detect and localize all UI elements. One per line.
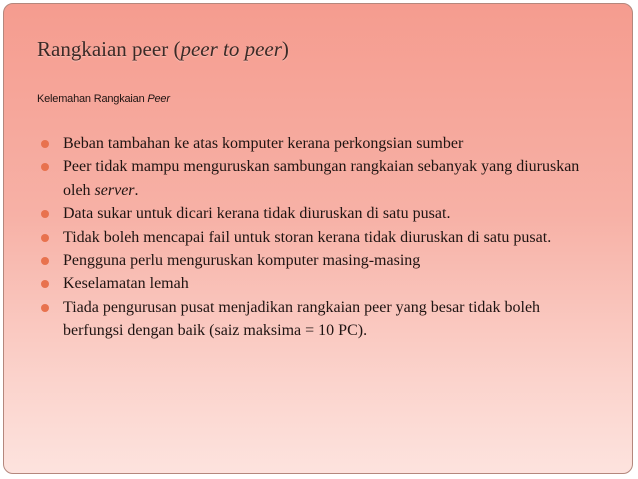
slide-subtitle — [37, 93, 170, 105]
subtitle-italic-text: Peer — [147, 93, 170, 105]
bullet-item — [40, 272, 600, 295]
bullet-icon — [41, 280, 49, 288]
bullet-icon — [41, 234, 49, 242]
bullet-icon — [41, 257, 49, 265]
bullet-icon — [41, 304, 49, 312]
title-end-text: ) — [281, 37, 289, 61]
bullet-item — [40, 155, 600, 202]
bullet-italic-text: server — [94, 181, 135, 199]
bullet-item — [40, 226, 600, 249]
bullet-icon — [41, 140, 49, 148]
bullet-tail-text: . — [134, 181, 139, 199]
bullet-text: Beban tambahan ke atas komputer kerana perkongsian sumber — [63, 135, 464, 152]
bullet-item — [40, 296, 600, 343]
bullet-icon — [41, 210, 49, 218]
bullet-text: Tidak boleh mencapai fail untuk storan kerana tidak diuruskan di satu pusat. — [63, 228, 552, 246]
subtitle-text: Kelemahan Rangkaian — [37, 93, 148, 105]
bullet-text: Peer tidak mampu menguruskan sambungan rangkaian sebanyak yang diuruskan oleh — [63, 158, 580, 199]
slide — [3, 3, 633, 474]
bullet-text: Tiada pengurusan pusat menjadikan rangkaian peer yang besar tidak boleh berfungsi dengan baik (saiz maksima = 10 PC). — [63, 298, 541, 340]
bullet-text: Data sukar untuk dicari kerana tidak diuruskan di satu pusat. — [63, 205, 451, 223]
bullet-text: Keselamatan lemah — [63, 275, 189, 293]
bullet-item — [40, 202, 600, 225]
bullet-icon — [41, 163, 49, 171]
bullet-text: Pengguna perlu menguruskan komputer masing-masing — [63, 252, 421, 270]
title-italic-text: peer to peer — [180, 37, 282, 61]
title-text: Rangkaian peer ( — [37, 37, 181, 61]
bullet-item — [40, 132, 600, 155]
bullet-list — [40, 132, 600, 343]
bullet-item — [40, 249, 600, 272]
slide-title — [37, 37, 289, 62]
